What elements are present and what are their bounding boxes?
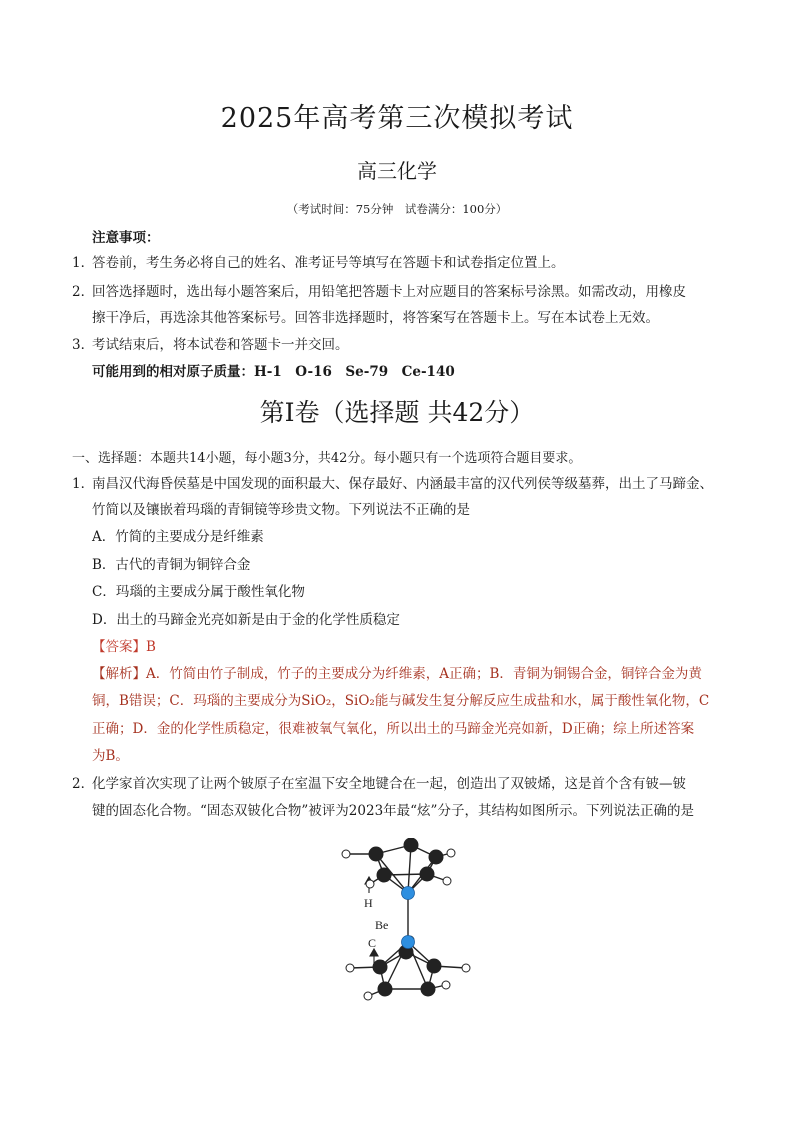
label-c: C <box>368 936 377 950</box>
question-number: 2． <box>72 776 95 792</box>
notice-number: 3． <box>72 337 95 353</box>
carbon-atom <box>404 838 419 853</box>
hydrogen-atom <box>366 880 374 888</box>
label-h: H <box>364 896 373 910</box>
option-d: D．出土的马蹄金光亮如新是由于金的化学性质稳定 <box>92 612 400 628</box>
question-stem-line: 化学家首次实现了让两个铍原子在室温下安全地键合在一起，创造出了双铍烯，这是首个含有铍—铍 <box>92 776 686 792</box>
carbon-atom <box>378 982 393 997</box>
section-instruction: 一、选择题：本题共14小题，每小题3分，共42分。每小题只有一个选项符合题目要求。 <box>72 451 582 466</box>
analysis-line: 正确；D．金的化学性质稳定，很难被氧气氧化，所以出土的马蹄金光亮如新，D正确；综上所述答案 <box>92 721 695 737</box>
beryllium-atom <box>402 936 415 949</box>
hydrogen-atom <box>346 964 354 972</box>
carbon-atom <box>420 867 435 882</box>
option-b: B．古代的青铜为铜锌合金 <box>92 557 251 573</box>
notice-heading: 注意事项： <box>92 230 160 246</box>
carbon-atom <box>421 982 436 997</box>
notice-text: 答卷前，考生务必将自己的姓名、准考证号等填写在答题卡和试卷指定位置上。 <box>92 255 565 271</box>
atomic-mass-note: 可能用到的相对原子质量：H-1 O-16 Se-79 Ce-140 <box>92 364 455 380</box>
section-title: 第Ⅰ卷（选择题 共42分） <box>259 398 535 427</box>
carbon-atom <box>377 868 392 883</box>
page-subtitle: 高三化学 <box>357 159 437 183</box>
page-title: 2025年高考第三次模拟考试 <box>220 103 574 134</box>
hydrogen-atom <box>364 992 372 1000</box>
carbon-atom <box>429 850 444 865</box>
hydrogen-atom <box>462 964 470 972</box>
notice-number: 1． <box>72 255 95 271</box>
bond-lines <box>346 838 466 996</box>
dibe-molecule-figure <box>330 838 480 1003</box>
option-a: A．竹简的主要成分是纤维素 <box>92 529 264 545</box>
carbon-atom <box>369 847 384 862</box>
question-stem-line: 竹简以及镶嵌着玛瑙的青铜镜等珍贵文物。下列说法不正确的是 <box>92 502 470 518</box>
notice-number: 2． <box>72 284 95 300</box>
analysis-line: 为B。 <box>92 748 129 764</box>
analysis-line: 铜，B错误；C．玛瑙的主要成分为SiO₂，SiO₂能与碱发生复分解反应生成盐和水，属于酸性氧化物，C <box>92 693 710 709</box>
analysis-line: 【解析】A．竹简由竹子制成，竹子的主要成分为纤维素，A正确；B．青铜为铜锡合金，铜锌合金为黄 <box>92 666 702 682</box>
hydrogen-atom <box>442 981 450 989</box>
question-stem-line: 南昌汉代海昏侯墓是中国发现的面积最大、保存最好、内涵最丰富的汉代列侯等级墓葬，出土了马蹄金、 <box>92 476 713 492</box>
notice-text: 考试结束后，将本试卷和答题卡一并交回。 <box>92 337 349 353</box>
option-c: C．玛瑙的主要成分属于酸性氧化物 <box>92 584 305 600</box>
question-number: 1． <box>72 476 95 492</box>
notice-text: 回答选择题时，选出每小题答案后，用铅笔把答题卡上对应题目的答案标号涂黑。如需改动，用橡皮 <box>92 284 686 300</box>
label-be: Be <box>375 918 389 932</box>
answer-label: 【答案】B <box>92 639 156 655</box>
hydrogen-atom <box>443 877 451 885</box>
beryllium-atom <box>402 887 415 900</box>
carbon-atom <box>373 960 388 975</box>
exam-time-info: （考试时间：75分钟 试卷满分：100分） <box>286 202 508 216</box>
question-stem-line: 键的固态化合物。“固态双铍化合物”被评为2023年最“炫”分子，其结构如图所示。下列说法正确的是 <box>92 803 694 819</box>
notice-text: 擦干净后，再选涂其他答案标号。回答非选择题时，将答案写在答题卡上。写在本试卷上无效。 <box>92 310 659 326</box>
hydrogen-atom <box>447 849 455 857</box>
carbon-atom <box>427 959 442 974</box>
hydrogen-atoms <box>342 838 470 1000</box>
hydrogen-atom <box>342 850 350 858</box>
